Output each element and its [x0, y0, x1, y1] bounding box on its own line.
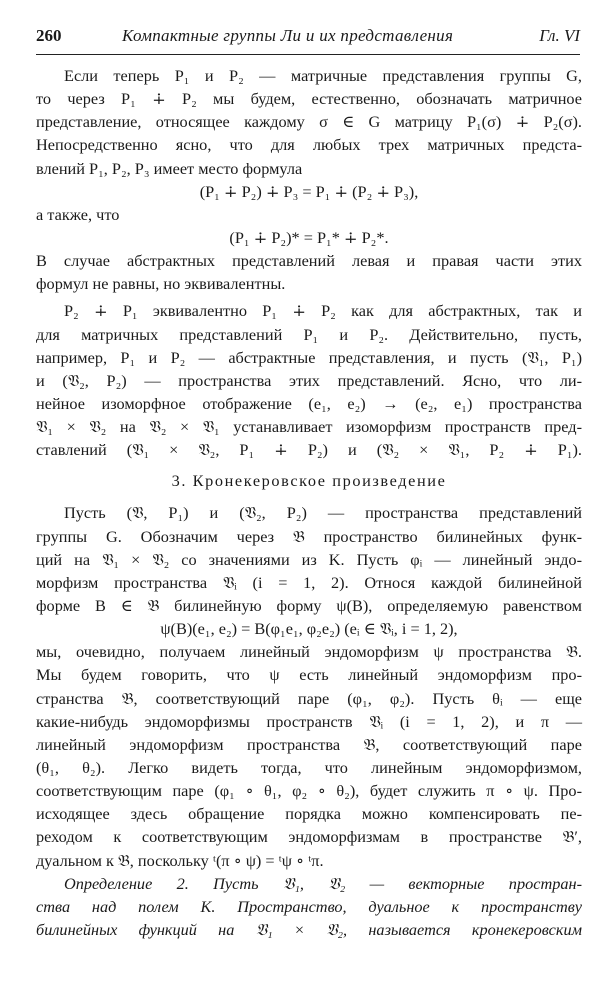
- text-line: влений P₁, P₂, P₃ имеет место формула: [36, 158, 303, 178]
- running-title: Компактные группы Ли и их представления: [122, 26, 454, 45]
- text-line: например, P₁ и P₂ — абстрактные представления, и пусть (𝔙₁, P₁): [36, 347, 582, 367]
- text-line: формул не равны, но эквивалентны.: [36, 274, 286, 294]
- text-line: для матричных представлений P₁ и P₂. Действительно, пусть,: [36, 324, 582, 344]
- text-line: дуальном к 𝔅, поскольку ᵗ(π ∘ ψ) = ᵗψ ∘ ᵗπ.: [36, 850, 324, 870]
- text-line: группы G. Обозначим через 𝔅 пространство билинейных функ-: [36, 526, 582, 546]
- text-line: странства 𝔅, соответствующий паре (φ₁, φ₂). Пусть θᵢ — еще: [36, 688, 582, 708]
- text-line: 𝔙₁ × 𝔙₂ на 𝔙₂ × 𝔙₁ устанавливает изоморфизм пространств пред-: [36, 417, 582, 437]
- section-heading: 3. Кронекеровское произведение: [171, 471, 447, 491]
- text-line: P₂ ∔ P₁ эквивалентно P₁ ∔ P₂ как для абстрактных, так и: [64, 301, 582, 321]
- page-number: 260: [36, 26, 62, 45]
- definition-line: билинейных функций на 𝔙₁ × 𝔙₂, называется кронекеровским: [36, 919, 582, 939]
- page-body: [36, 64, 582, 941]
- text-line: исходящее здесь обращение порядка можно компенсировать пе-: [36, 804, 582, 824]
- header-rule: [36, 54, 580, 55]
- running-header: [36, 26, 580, 52]
- definition-line: ства над полем K. Пространство, дуальное к пространству: [36, 896, 582, 916]
- text-line: реходом к соответствующим эндоморфизмам в пространстве 𝔅′,: [36, 827, 582, 847]
- formula-dual: (P₁ ∔ P₂)* = P₁* ∔ P₂*.: [229, 227, 389, 247]
- text-line: какие-нибудь эндоморфизмы пространств 𝔙ᵢ (i = 1, 2), и π —: [36, 711, 582, 731]
- text-line: форме B ∈ 𝔅 билинейную форму ψ(B), определяемую равенством: [36, 595, 582, 615]
- chapter-label: Гл. VI: [539, 26, 580, 45]
- text-line: Если теперь P₁ и P₂ — матричные представления группы G,: [64, 66, 582, 85]
- formula-bilinear: ψ(B)(e₁, e₂) = B(φ₁e₁, φ₂e₂) (eᵢ ∈ 𝔙ᵢ, i = 1, 2),: [160, 619, 458, 639]
- text-line: нейное изоморфное отображение (e₁, e₂) → (e₂, e₁) пространства: [36, 393, 582, 413]
- text-line: морфизм пространства 𝔙ᵢ (i = 1, 2). Относя каждой билинейной: [36, 572, 582, 592]
- text-line: и (𝔙₂, P₂) — пространства этих представлений. Ясно, что ли-: [36, 370, 582, 390]
- text-line: а также, что: [36, 204, 120, 224]
- text-line: (θ₁, θ₂). Легко видеть тогда, что линейным эндоморфизмом,: [36, 757, 582, 777]
- text-line: то через P₁ ∔ P₂ мы будем, естественно, обозначать матричное: [36, 89, 582, 109]
- text-line: Мы будем говорить, что ψ есть линейный эндоморфизм про-: [36, 665, 582, 685]
- text-line: Непосредственно ясно, что для любых трех матричных предста-: [36, 135, 582, 155]
- text-line: ций на 𝔙₁ × 𝔙₂ со значениями из K. Пусть φᵢ — линейный эндо-: [36, 549, 582, 569]
- text-line: В случае абстрактных представлений левая и правая части этих: [36, 251, 582, 271]
- text-line: мы, очевидно, получаем линейный эндоморфизм ψ пространства 𝔅.: [36, 642, 582, 662]
- text-line: соответствующим паре (φ₁ ∘ θ₁, φ₂ ∘ θ₂), будет служить π ∘ ψ. Про-: [36, 781, 582, 801]
- text-line: линейный эндоморфизм пространства 𝔅, соответствующий паре: [36, 734, 582, 754]
- text-line: представление, относящее каждому σ ∈ G матрицу P₁(σ) ∔ P₂(σ).: [36, 112, 582, 132]
- formula-associativity: (P₁ ∔ P₂) ∔ P₃ = P₁ ∔ (P₂ ∔ P₃),: [199, 181, 419, 201]
- definition-line: Определение 2. Пусть 𝔙₁, 𝔙₂ — векторные простран-: [64, 873, 582, 893]
- text-line: ставлений (𝔙₁ × 𝔙₂, P₁ ∔ P₂) и (𝔙₂ × 𝔙₁, P₂ ∔ P₁).: [36, 440, 582, 460]
- text-line: Пусть (𝔙, P₁) и (𝔙₂, P₂) — пространства представлений: [64, 503, 582, 523]
